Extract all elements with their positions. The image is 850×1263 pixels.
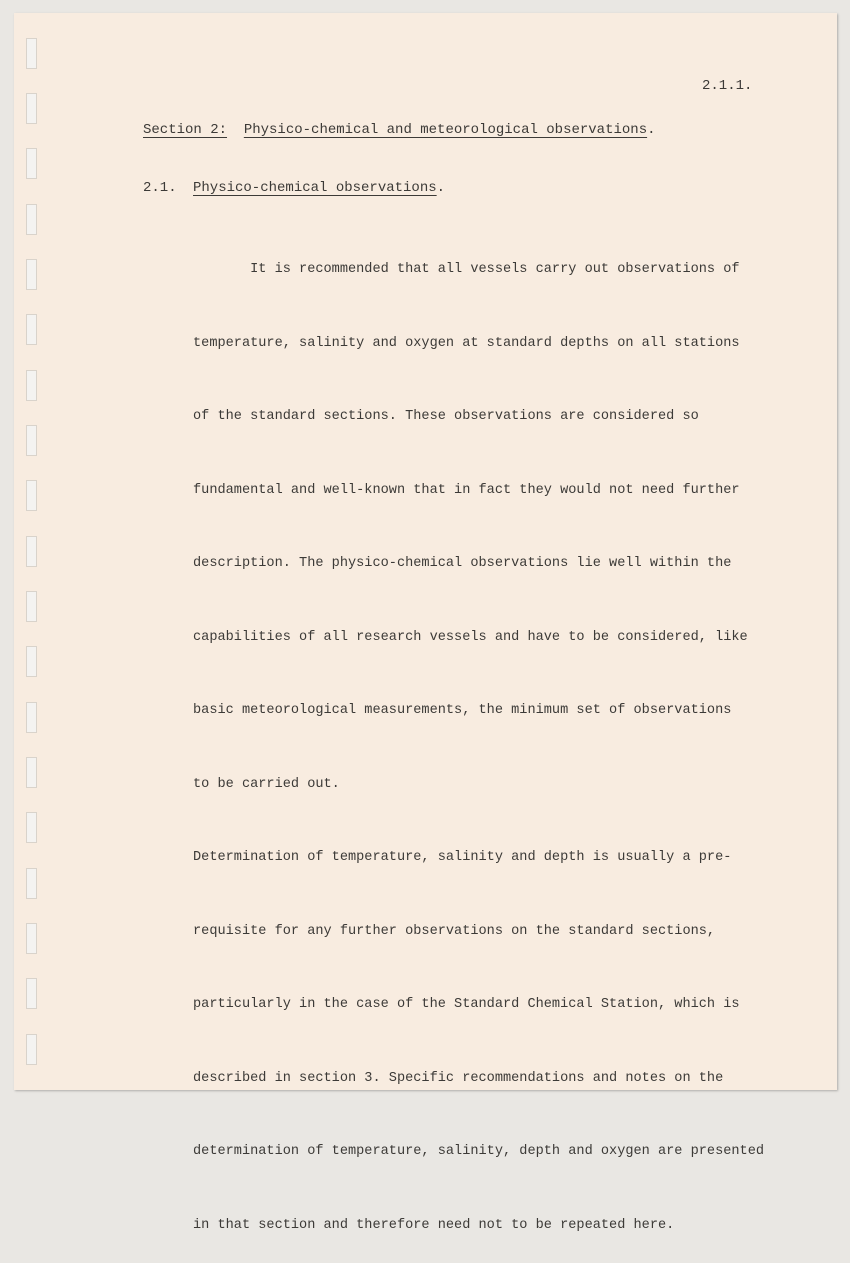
binder-hole [26,370,37,401]
binder-hole [26,204,37,235]
binder-hole [26,812,37,843]
body-line: temperature, salinity and oxygen at standard depths on all stations [193,335,740,351]
page-number: 2.1.1. [702,78,753,94]
subsection-title: Physico-chemical observations [193,180,437,196]
body-line: described in section 3. Specific recommendations and notes on the [193,1070,724,1086]
subsection-number: 2.1. [143,180,177,196]
binder-hole [26,38,37,69]
body-line: in that section and therefore need not to be repeated here. [193,1217,675,1233]
binder-hole [26,1034,37,1065]
section-heading [143,122,656,138]
binder-hole [26,757,37,788]
subsection-heading [143,180,445,196]
binder-hole [26,978,37,1009]
body-line: It is recommended that all vessels carry out observations of [193,262,740,277]
binder-hole [26,646,37,677]
body-line: Determination of temperature, salinity and depth is usually a pre- [193,850,732,865]
body-line: to be carried out. [193,776,340,792]
body-line: basic meteorological measurements, the minimum set of observations [193,703,732,718]
body-line: particularly in the case of the Standard Chemical Station, which is [193,997,740,1012]
binder-hole [26,480,37,511]
binder-hole [26,314,37,345]
body-line: requisite for any further observations on the standard sections, [193,923,716,939]
body-line: of the standard sections. These observations are considered so [193,409,699,424]
binder-hole [26,868,37,899]
section-title-period: . [647,122,656,138]
binder-hole [26,425,37,456]
body-paragraph [193,209,764,1263]
subsection-title-period: . [436,180,446,196]
binder-hole [26,93,37,124]
body-line: determination of temperature, salinity, depth and oxygen are presented [193,1144,765,1159]
section-label: Section 2: [143,122,228,138]
binder-hole [26,591,37,622]
binder-hole [26,536,37,567]
binder-hole [26,702,37,733]
binder-hole [26,923,37,954]
body-line: description. The physico-chemical observations lie well within the [193,556,732,571]
section-title: Physico-chemical and meteorological observations [243,122,648,138]
body-line: fundamental and well-known that in fact they would not need further [193,482,740,498]
binder-hole [26,259,37,290]
body-line: capabilities of all research vessels and have to be considered, like [193,629,748,645]
binder-hole [26,148,37,179]
